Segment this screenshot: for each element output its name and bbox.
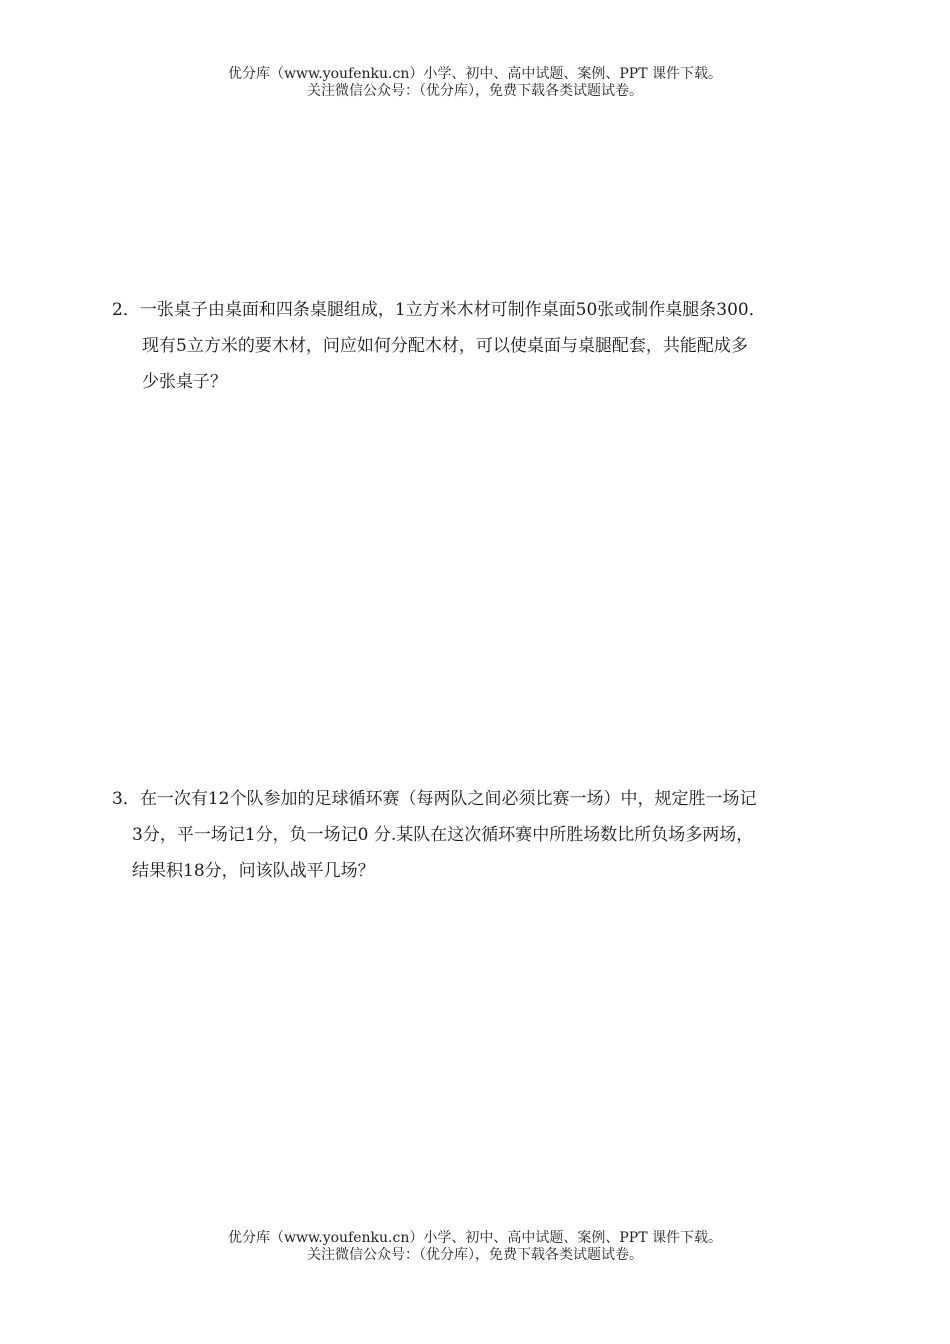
problem-2-line-1: 2．一张桌子由桌面和四条桌腿组成，1立方米木材可制作桌面50张或制作桌腿条300． bbox=[112, 300, 766, 320]
page-footer bbox=[0, 1230, 950, 1264]
page-header bbox=[0, 66, 950, 100]
footer-line-1: 优分库（www.youfenku.cn）小学、初中、高中试题、案例、PPT 课件下载。 bbox=[227, 1230, 722, 1246]
problem-3-line-1: 3．在一次有12个队参加的足球循环赛（每两队之间必须比赛一场）中，规定胜一场记 bbox=[112, 789, 757, 809]
problem-2-line-2: 现有5立方米的要木材，问应如何分配木材，可以使桌面与桌腿配套，共能配成多 bbox=[142, 336, 748, 356]
header-line-1: 优分库（www.youfenku.cn）小学、初中、高中试题、案例、PPT 课件下载。 bbox=[227, 66, 722, 82]
problem-3-line-3: 结果积18分，问该队战平几场？ bbox=[132, 861, 375, 881]
problem-2-line-3: 少张桌子？ bbox=[142, 372, 227, 392]
footer-line-2: 关注微信公众号：（优分库），免费下载各类试题试卷。 bbox=[307, 1247, 643, 1263]
problem-3 bbox=[112, 781, 852, 889]
problem-2 bbox=[112, 292, 852, 400]
problem-3-line-2: 3分，平一场记1分，负一场记0 分.某队在这次循环赛中所胜场数比所负场多两场， bbox=[132, 825, 754, 845]
header-line-2: 关注微信公众号：（优分库），免费下载各类试题试卷。 bbox=[307, 83, 643, 99]
